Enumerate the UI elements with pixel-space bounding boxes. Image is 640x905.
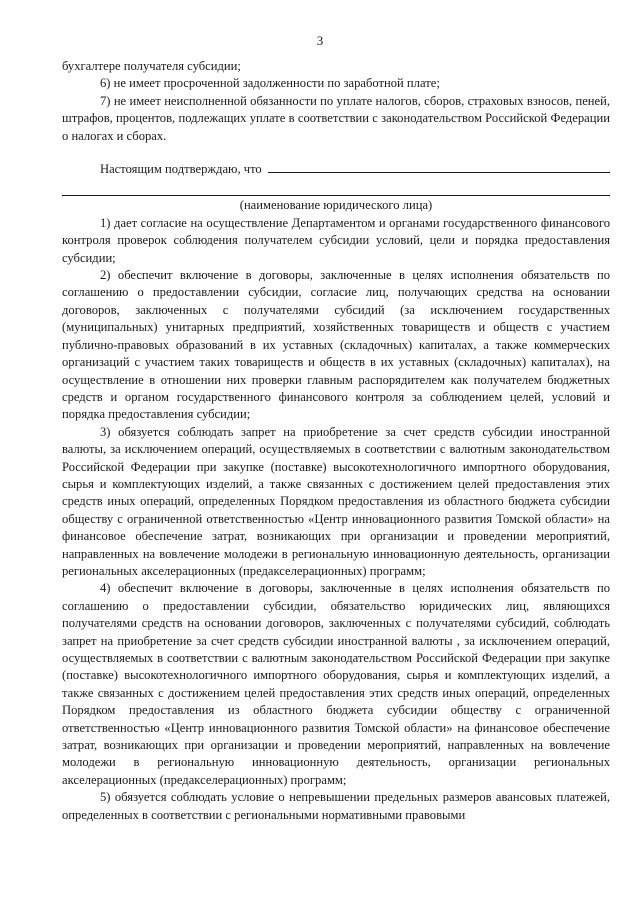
page-number: 3 [316, 33, 324, 48]
entity-name-blank [268, 159, 610, 173]
obligation-item-4: 4) обеспечит включение в договоры, заключенные в целях исполнения обязательств по соглашению о предоставлении субсидии, обязательство юридических лиц, являющихся получателями средств на основании договоров, заключенных с получателями субсидий, соблюдать запрет на приобретение за счет средств субсидии иностранной валюты , за исключением операций, осуществляемых в соответствии с валютным законодательством Российской Федерации при закупке (поставке) высокотехнологичного импортного оборудования, сырья и комплектующих изделий, а также связанных с достижением целей предоставления этих средств иных операций, определенных Порядком предоставления из областного бюджета субсидии обществу с ограниченной ответственностью «Центр инновационного развития Томской области» на финансовое обеспечение затрат, возникающих при организации и проведении мероприятий, направленных на вовлечение молодежи в региональную инновационную деятельность, организации региональных акселерационных (предакселерационных) программ; [62, 581, 610, 787]
document-body [62, 58, 610, 824]
confirmation-line [62, 159, 610, 178]
obligation-item-1: 1) дает согласие на осуществление Департаментом и органами государственного финансового контроля проверок соблюдения получателем субсидии условий, цели и порядка предоставления субсидии; [62, 215, 610, 265]
entity-name-blank-line [62, 178, 610, 196]
entity-name-caption: (наименование юридического лица) [239, 198, 433, 213]
obligation-item-3: 3) обязуется соблюдать запрет на приобретение за счет средств субсидии иностранной валюты, за исключением операций, осуществляемых в соответствии с валютным законодательством Российской Федерации при закупке (поставке) высокотехнологичного импортного оборудования, сырья и комплектующих изделий, а также связанных с достижением целей предоставления этих средств иных операций, определенных Порядком предоставления из областного бюджета субсидии обществу с ограниченной ответственностью «Центр инновационного развития Томской области» на финансовое обеспечение затрат, возникающих при организации и проведении мероприятий, направленных на вовлечение молодежи в региональную инновационную деятельность, организации региональных акселерационных (предакселерационных) программ; [62, 424, 610, 578]
confirmation-label: Настоящим подтверждаю, что [100, 162, 262, 177]
paragraph-continuation: бухгалтере получателя субсидии; [62, 59, 241, 73]
obligation-item-2: 2) обеспечит включение в договоры, заключенные в целях исполнения обязательств по соглашению о предоставлении субсидии, согласие лиц, получающих средства на основании договоров, заключенных с получателями субсидий (за исключением государственных (муниципальных) унитарных предприятий, хозяйственных товариществ и обществ с участием публично-правовых образований в их уставных (складочных) капиталах, а также коммерческих организаций с участием таких товариществ и обществ в их уставных (складочных) капиталах), на осуществление в отношении них проверки главным распорядителем как получателем бюджетных средств и органом государственного финансового контроля за соблюдением целей, условий и порядка предоставления субсидии; [62, 268, 610, 422]
condition-item-7: 7) не имеет неисполненной обязанности по уплате налогов, сборов, страховых взносов, пеней, штрафов, процентов, подлежащих уплате в соответствии с законодательством Российской Федерации о налогах и сборах. [62, 93, 610, 143]
obligation-item-5: 5) обязуется соблюдать условие о непревышении предельных размеров авансовых платежей, определенных в соответствии с региональными нормативными правовыми [62, 790, 610, 822]
condition-item-6: 6) не имеет просроченной задолженности по заработной плате; [100, 76, 440, 91]
